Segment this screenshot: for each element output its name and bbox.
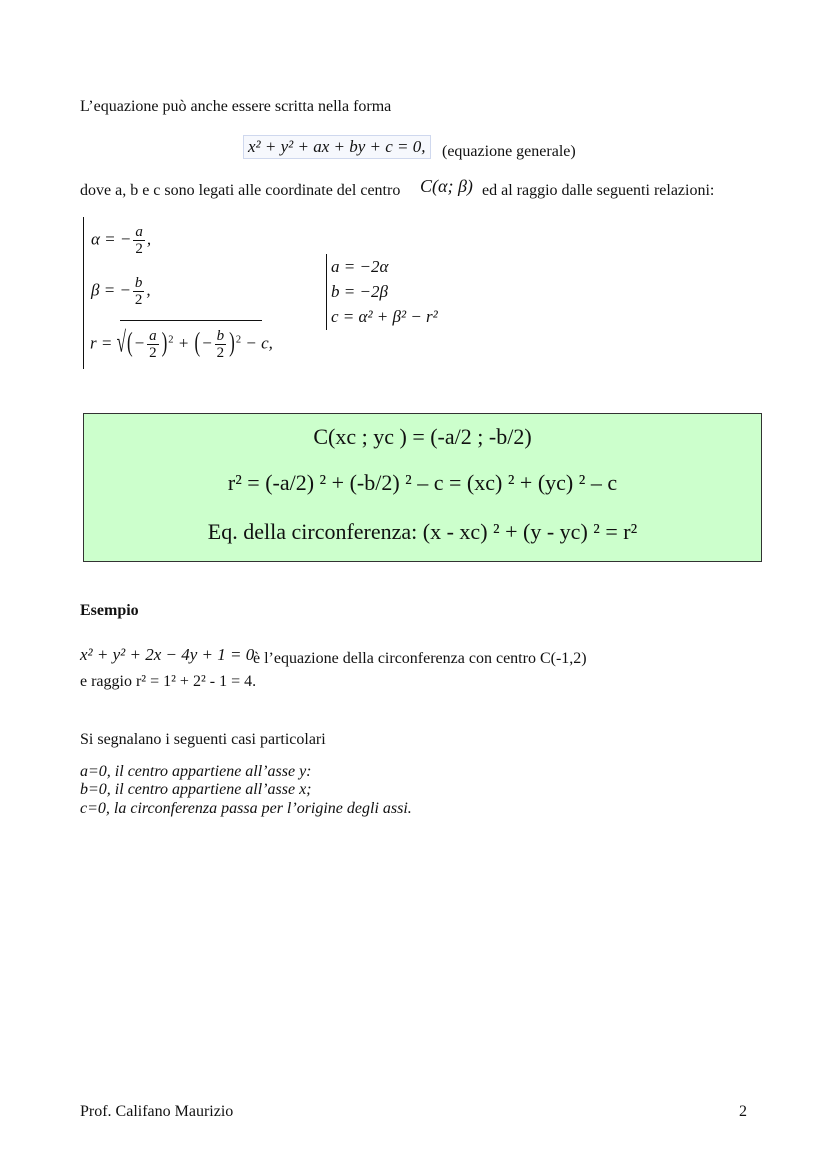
- radius-relation: r = √(− $\frac{a}{2}$ )$^2$ + (− $\frac{b}{2}$ )$^2$ − c,: [90, 326, 273, 361]
- example-title: Esempio: [80, 602, 139, 619]
- right-system-brace: [326, 254, 327, 330]
- summary-box: [83, 413, 762, 562]
- relations-suffix: ed al raggio dalle seguenti relazioni:: [482, 182, 715, 199]
- alpha-numerator: a: [135, 224, 143, 240]
- right-line-3: c = α² + β² − r²: [331, 307, 438, 326]
- alpha-fraction: [133, 224, 145, 257]
- example-text-1: è l’equazione della circonferenza con centro C(-1,2): [253, 650, 587, 667]
- center-notation: C(α; β): [420, 176, 473, 196]
- radius-lhs: r =: [90, 333, 113, 353]
- general-equation-label: (equazione generale): [442, 143, 576, 160]
- beta-numerator: b: [134, 275, 143, 291]
- alpha-lhs: α = −: [91, 229, 132, 249]
- beta-denominator: 2: [134, 292, 143, 308]
- example-text-2: e raggio r² = 1² + 2² - 1 = 4.: [80, 673, 257, 690]
- radius-sqrt-bar: [120, 320, 262, 321]
- radius-a-denominator: 2: [149, 345, 157, 361]
- alpha-denominator: 2: [135, 241, 143, 257]
- general-equation-text: x² + y² + ax + by + c = 0,: [248, 137, 426, 156]
- right-line-1: a = −2α: [331, 257, 389, 276]
- case-item: c=0, la circonferenza passa per l’origine degli assi.: [80, 800, 412, 817]
- beta-lhs: β = −: [91, 280, 131, 300]
- radius-tail: − c,: [245, 333, 273, 353]
- page-number: 2: [739, 1103, 747, 1120]
- radius-b-denominator: 2: [216, 345, 225, 361]
- cases-intro: Si segnalano i seguenti casi particolari: [80, 731, 326, 748]
- intro-sentence: L’equazione può anche essere scritta nella forma: [80, 98, 392, 115]
- general-equation: [243, 135, 431, 159]
- summary-equation-line: Eq. della circonferenza: (x - xc) ² + (y - yc) ² = r²: [207, 519, 638, 544]
- footer-author: Prof. Califano Maurizio: [80, 1103, 234, 1120]
- case-item: b=0, il centro appartiene all’asse x;: [80, 781, 312, 798]
- radius-b-numerator: b: [216, 328, 225, 344]
- alpha-relation: α = − $\frac{a}{2}$ ,: [91, 224, 152, 257]
- summary-center-line: C(xc ; yc ) = (-a/2 ; -b/2): [313, 424, 532, 449]
- case-item: a=0, il centro appartiene all’asse y:: [80, 763, 312, 780]
- right-line-2: b = −2β: [331, 282, 388, 301]
- example-equation: x² + y² + 2x − 4y + 1 = 0: [80, 645, 255, 664]
- beta-relation: β = − $\frac{b}{2}$ ,: [91, 275, 151, 308]
- relations-prefix: dove a, b e c sono legati alle coordinate del centro: [80, 182, 401, 199]
- summary-radius-line: r² = (-a/2) ² + (-b/2) ² – c = (xc) ² + (yc) ² – c: [227, 470, 618, 495]
- left-system-brace: [83, 217, 84, 369]
- radius-a-numerator: a: [149, 328, 157, 344]
- beta-fraction: [133, 275, 145, 308]
